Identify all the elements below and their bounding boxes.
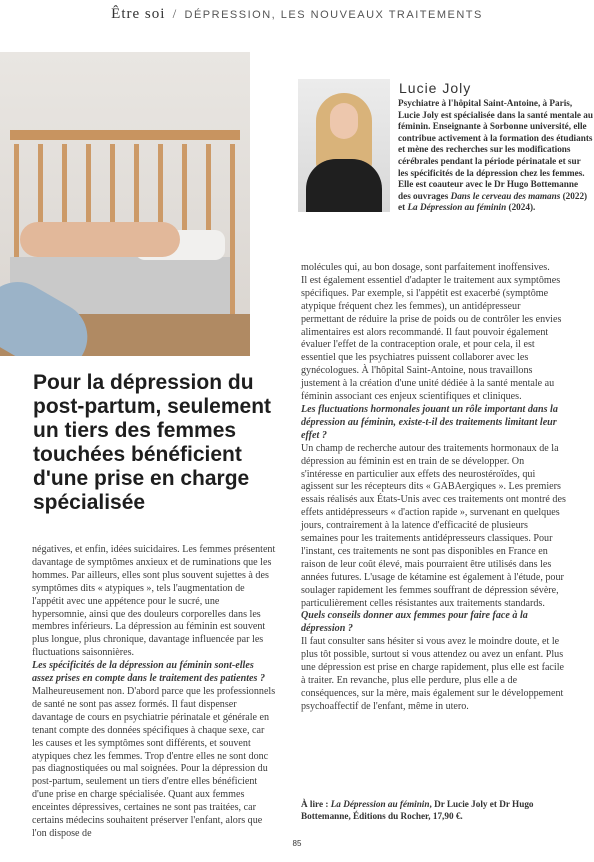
right-text-column xyxy=(301,262,566,714)
crib-top-rail xyxy=(10,130,240,140)
left-text-column xyxy=(32,544,276,841)
header-separator: / xyxy=(172,6,178,21)
paragraph: Malheureusement non. D'abord parce que les professionnels de santé ne sont pas assez formés. Il faut dispenser davantage de cours en psychiatrie périnatale et générale en tenant compte des données spécifiques à chaque sexe, car les causes et les symptômes sont différents, et souvent atypiques chez les femmes. Trop d'entre elles ne sont donc pas diagnostiquées ou mal soignées. Pour la dépression du post-partum, seulement un tiers d'entre elles bénéficient d'une prise en charge spécialisée. Quant aux femmes enceintes dépressives, certaines ne sont pas traitées, car certains médecins souhaitent préserver l'enfant, alors que l'on dispose de xyxy=(32,685,276,839)
author-name: Lucie Joly xyxy=(399,80,472,96)
paragraph: négatives, et enfin, idées suicidaires. Les femmes présentent davantage de symptômes anxieux et de ruminations que les hommes. Par ailleurs, elles sont plus souvent sujettes à des symptômes dits « atypiques », tels l'augmentation de l'appétit avec une appétence pour le sucré, une hypersomnie, ainsi que des douleurs corporelles dans les membres inférieurs. La dépression au féminin est souvent plus longue, plus chronique, davantage influencée par les fluctuations saisonnières. xyxy=(32,544,276,659)
book-title-1: Dans le cerveau des mamans xyxy=(450,190,561,201)
footnote-details: , Dr Lucie Joly et Dr Hugo Bottemanne, Éditions du Rocher, 17,90 €. xyxy=(301,799,534,821)
footnote-label: À lire : xyxy=(301,799,331,809)
portrait-black-top xyxy=(306,159,382,212)
footnote-book-title: La Dépression au féminin xyxy=(330,799,430,809)
interview-question: Quels conseils donner aux femmes pour faire face à la dépression ? xyxy=(301,610,528,635)
interview-question: Les spécificités de la dépression au féminin sont-elles assez prises en compte dans le traitement des patientes ? xyxy=(32,660,265,685)
interview-question: Les fluctuations hormonales jouant un rôle important dans la dépression au féminin, existe-t-il des traitements limitant leur effet ? xyxy=(301,403,558,441)
paragraph: Il est également essentiel d'adapter le traitement aux symptômes spécifiques. Par exemple, si l'appétit est exacerbé (symptôme atypique fréquent chez les femmes), un antidépresseur permettant de réduire la prise de poids ou de contrôler les envies alimentaires est alors recommandé. Il faut pouvoir également évaluer l'effet de la contraception orale, et pour cela, il est essentiel que les psychiatres puissent collaborer avec les gynécologues. À l'hôpital Saint-Antoine, nous travaillons justement à la création d'une unité dédiée à la santé mentale au féminin associant ces enjeux scientifiques et cliniques. xyxy=(301,274,562,403)
book-title-2: La Dépression au féminin xyxy=(407,202,507,213)
portrait-face xyxy=(330,103,358,139)
article-headline: Pour la dépression du post-partum, seulement un tiers des femmes touchées bénéficient d'une prise en charge spécialisée xyxy=(33,371,272,514)
book-year-1: (2022) xyxy=(560,190,588,201)
paragraph: Il faut consulter sans hésiter si vous avez le moindre doute, et le plus tôt possible, surtout si vous attendez ou avez un enfant. Plus une dépression est prise en charge rapidement, plus elle est facile à traiter. En revanche, plus elle perdure, plus elle a de conséquences, sur la mère, mais également sur le développement psychoaffectif de l'enfant, même in utero. xyxy=(301,636,564,712)
reading-recommendation xyxy=(301,798,563,822)
author-bio xyxy=(398,98,593,214)
author-bio-text: Psychiatre à l'hôpital Saint-Antoine, à Paris, Lucie Joly est spécialisée dans la santé mentale au féminin. Enseignante à Sorbonne université, elle contribue activement à la formation des étudiants et mène des recherches sur les modifications cérébrales pendant la période périnatale et sur les spécificités de la dépression chez les femmes. Elle est coauteur avec le Dr Hugo Bottemanne des ouvrages xyxy=(398,98,593,201)
sleeping-baby xyxy=(20,222,180,257)
magazine-section-brand: Être soi xyxy=(111,6,166,22)
bio-and: et xyxy=(398,202,408,213)
book-year-2: (2024). xyxy=(506,202,536,213)
author-portrait xyxy=(298,79,390,212)
paragraph: molécules qui, au bon dosage, sont parfaitement inoffensives. xyxy=(301,262,550,273)
header-rubric: DÉPRESSION, LES NOUVEAUX TRAITEMENTS xyxy=(184,9,483,21)
paragraph: Un champ de recherche autour des traitements hormonaux de la dépression au féminin est en train de se développer. On s'intéresse en particulier aux effets des neurostéroïdes, qui agissent sur les récepteurs dits « GABAergiques ». Les premiers essais réalisés aux États-Unis avec ces traitements ont montré des effets antidépresseurs « d'action rapide », survenant en quelques jours, contrairement à la latence d'efficacité de plusieurs semaines pour les traitements antidépresseurs classiques. Pour l'instant, ces traitements ne sont pas disponibles en France en raison de leur coût élevé, mais pourraient être utilisés dans les années futures. L'usage de kétamine est également à l'étude, pour soulager rapidement les femmes souffrant de dépression sévère, particulièrement celles résistantes aux traitements standards. xyxy=(301,442,566,609)
page-header xyxy=(0,6,594,23)
crib-bar xyxy=(230,144,235,314)
crib-baby-photo xyxy=(0,52,250,356)
page-number: 85 xyxy=(292,839,302,848)
